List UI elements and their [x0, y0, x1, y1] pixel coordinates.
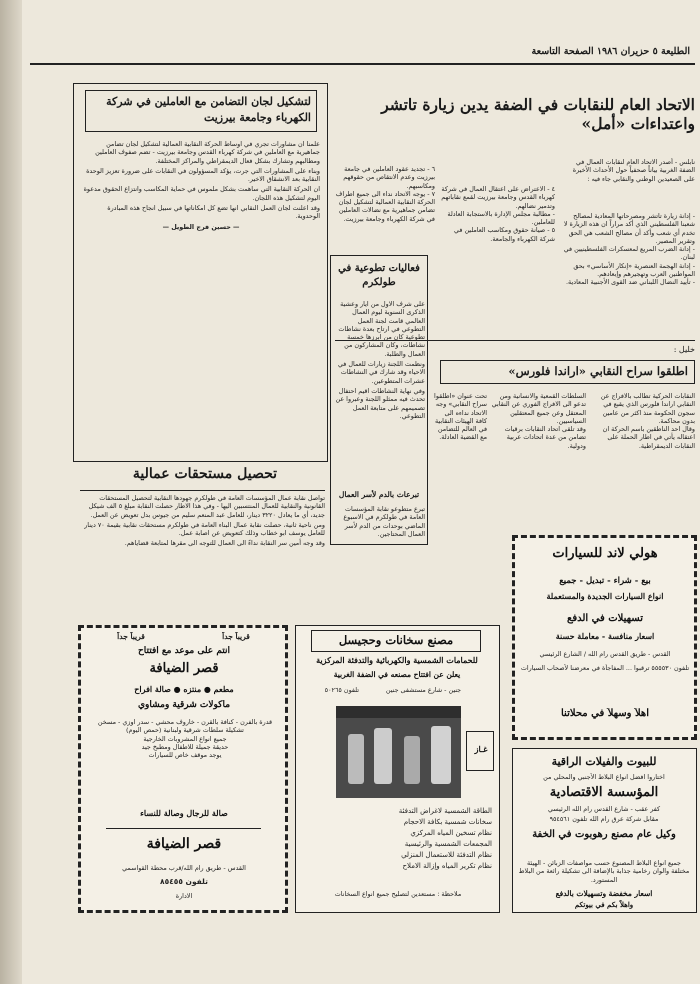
main-headline: الاتحاد العام للنقابات في الضفة يدين زيارة تاتشر واعتداءات «أمل» [381, 95, 695, 133]
arranda-col2-p1: السلطات القمعية والانسانية ومن تدعو الى الافراج الفوري عن النقابي المعتقل وعن جميع المعتقلين السياسيين. [491, 392, 586, 425]
ad-holyland [512, 535, 697, 740]
tiles-footer2: واهلاً بكم في بيوتكم [574, 900, 634, 909]
restaurant-top2: قريباً جداً [117, 632, 145, 641]
heaters-product: نظام التدفئة للاستعمال المنزلي [401, 851, 492, 859]
collections-body [80, 494, 325, 612]
solidarity-p1: علمنا ان مشاورات تجري في اوساط الحركة النقابية العمالية لتشكيل لجان تضامن جماهيرية مع العاملين في شركة كهرباء القدس وجامعة بيرزيت - تضم صفوف العاملين ومطالبهم وتشارك بشكل فعال الديمقراطي والمراكز المختلفة. [95, 140, 320, 165]
arranda-col1 [590, 392, 695, 532]
volunteer-body [335, 300, 425, 485]
main-col3-p2: ٧ - يوجه الاتحاد نداء الى جميع اطراف الحركة النقابية العمالية لتشكيل لجان تضامن جماهيرية مع نضالات العاملين في شركة الكهرباء وجامعة بيرزيت. [335, 189, 435, 223]
volunteer-subtext: تبرع متطوعو نقابة المؤسسات العامة في طولكرم في الاسبوع الماضي بوحدات من الدم لأسر العمال المحتاجين. [343, 505, 425, 538]
holyland-address: القدس - طريق القدس رام الله / الشارع الرئيسي [539, 650, 671, 658]
volunteer-p2: ونظمت اللجنة زيارات للعمال في الاحياء وقد شارك في النشاطات عشرات المتطوعين. [337, 360, 425, 385]
holyland-welcome: اهلاً وسهلاً في محلاتنا [561, 708, 649, 719]
restaurant-detail: حديقة جميلة للاطفال ومطبخ جيد [141, 742, 229, 751]
restaurant-date-line: انتم على موعد مع افتتاح [137, 646, 231, 656]
heaters-title: مصنع سخانات وحجيسل [311, 630, 481, 652]
restaurant-name: قصر الضيافة [149, 661, 219, 676]
collections-headline: تحصيل مستحقات عمالية [132, 466, 278, 482]
masthead-rule [30, 63, 695, 65]
solidarity-body [82, 140, 320, 455]
ad-restaurant [78, 625, 288, 913]
tiles-phone: مقابل شركة عرق رام الله تلفون ٩٥٤٥٦١ [549, 815, 659, 823]
main-col1-p3: - إدانة الهجمة العنصرية «إنكار الأساسي» بحق المواطنين العرب وتهجيرهم وإبعادهم. [573, 261, 695, 279]
arranda-col3 [432, 392, 487, 532]
solidarity-p2: وبناء على المشاورات التي جرت، يؤكد المسؤولون في النقابات على ضرورة تعزيز الوحدة النقابية بعد الانشقاق الاخير. [86, 166, 320, 184]
main-col2-p1: ٤ - الاعتراض على اعتقال العمال في شركة كهرباء القدس وجامعة بيرزيت لقمع نقاباتهم وتدمير نضالهم. [441, 185, 555, 210]
main-intro: نابلس - أصدر الاتحاد العام لنقابات العمال في الضفة الغربية بياناً صحفياً حول الأحداث الأخيرة على الصعيدين الوطني والنقابي جاء فيه : [572, 158, 695, 183]
heaters-product: الطاقة الشمسية لاغراض التدفئة [398, 807, 492, 815]
heaters-products [304, 806, 492, 886]
restaurant-address: القدس - طريق رام الله/قرب محطة القواسمي [122, 864, 246, 872]
arranda-col2-p2: وقد تلقى اتحاد النقابات برقيات تضامن من عدة اتحادات عربية ودولية. [504, 425, 586, 450]
holyland-line3: تسهيلات في الدفع [567, 613, 643, 624]
masthead-line: الطليعة ٥ حزيران ١٩٨٦ الصفحة التاسعة [531, 46, 690, 57]
restaurant-top1: قريباً جداً [222, 632, 250, 641]
tiles-title: للبيوت والفيلات الراقية [551, 755, 657, 768]
main-col1-p2: - إدانة الضرب المريع لمعسكرات الفلسطينيين في لبنان. [563, 245, 695, 262]
heaters-address: جنين - شارع مستشفى جنين [385, 686, 462, 694]
restaurant-details [89, 718, 281, 804]
restaurant-food: ماكولات شرقية ومشاوي [137, 700, 231, 710]
volunteer-p1: على شرف الاول من ايار وعشية الذكرى السنوية ليوم العمال العالمي قامت لجنة العمل التطوعي في ارتاح بعدة نشاطات تطوعية كان من ابرزها خمسة نشاطات، وكان المشاركون من العمال والطلبة. [338, 300, 425, 358]
restaurant-phone: تلفون ٨٥٤٥٥ [160, 878, 208, 886]
tiles-details: جميع انواع البلاط المصنوع حسب مواصفات الزبائن - الهيئة مختلفة والوان رخامية جذابة بالإضافة الى تشكيلة رائعة من البلاط المستورد. [518, 859, 690, 884]
holyland-extra: تلفون ٥٥٥٥٣٠ ترقبوا ... المفاجأة في معرضنا لأصحاب السيارات [520, 664, 690, 672]
heaters-line: يعلن عن افتتاح مصنعه في الضفة الغربية [333, 670, 461, 679]
heaters-product: نظام تسخين المياه المركزي [410, 829, 492, 837]
tiles-address: كفر عقب - شارع القدس رام الله الرئيسي [547, 805, 661, 813]
main-col2 [440, 185, 555, 345]
tiles-footer: اسعار مخفضة وتسهيلات بالدفع [555, 889, 653, 898]
volunteer-p3: وفي نهاية النشاطات اقيم احتفال تحدث فيه ممثلو اللجنة وعبروا عن تصميمهم على متابعة العمل التطوعي. [335, 386, 425, 420]
collections-rule [80, 490, 325, 491]
main-col1-p1: - إدانة زيارة تاتشر ومصرحاتها المعادية لمصالح شعبنا الفلسطيني الذي أكد مراراً ان هذه الزيارة لا تخدم أي شعب وأكد أن مصالح الشعب هي الحق وتقرير المصير. [563, 212, 695, 245]
tiles-agent: وكيل عام مصنع رهوبوت في الخفة [532, 829, 676, 840]
tiles-company: المؤسسة الاقتصادية [549, 785, 659, 800]
collections-p3: وقد وجه أمين سر النقابة نداءً الى العمال للتوجه الى مقرها لمتابعة قضاياهم. [124, 539, 325, 548]
page-spine [0, 0, 22, 984]
main-col2-p2: - مطالبة مجلس الإدارة بالاستجابة العادلة للعاملين. [447, 209, 555, 227]
main-col2-p3: ٥ - صيانة حقوق ومكاسب العاملين في شركة الكهرباء والجامعة. [454, 226, 555, 243]
heaters-note: ملاحظة : مستعدين لتصليح جميع انواع السخانات [334, 890, 462, 898]
heaters-product: سخانات شمسية بكافة الاحجام [403, 818, 492, 826]
heaters-sub: للحمامات الشمسية والكهربائية والتدفئة المركزية [316, 655, 478, 665]
volunteer-headline: فعاليات تطوعية في طولكرم [338, 263, 420, 288]
heaters-side-text: غـاز [474, 744, 488, 754]
main-col1 [560, 212, 695, 302]
arranda-headline: اطلقوا سراح النقابي «اراندا فلورس» [440, 360, 695, 384]
holyland-line2: انواع السيارات الجديدة والمستعملة [546, 591, 664, 601]
heaters-phone: تلفون ٥٠٢٦٥ [324, 686, 359, 694]
holyland-line4: اسعار منافسة - معاملة حسنة [555, 631, 655, 641]
collections-p1: تواصل نقابة عمال المؤسسات العامة في طولكرم جهودها النقابية لتحصيل المستحقات القانونية والنقابية للعمال المنتسبين اليها - وفي هذا الاطار حصلت النقابة مبلغ ٥ الف شيكل جديد، أي ما يعادل ٣٢٢٠ دينار، للعامل عبد المنعم سليم من جيوس بدل تعويض عن العمل. [88, 494, 325, 519]
restaurant-detail: قدرة بالفرن - كنافة بالقرن - خاروف محشي - سدر اوزي - مسخن [97, 718, 273, 726]
collections-p2: ومن ناحية ثانية، حصلت نقابة عمال البناء العامة في طولكرم مستحقات نقابية بقيمة ٧٠ دينار للعامل يوسف ابو خطاب وذلك كتعويض عن اصابة عمل. [84, 520, 325, 538]
holyland-line1: بيع - شراء - تبديل - جميع [559, 576, 651, 586]
restaurant-services: مطعم ● منتزه ● صالة افراح [134, 684, 234, 694]
main-col3-p1: ٦ - تجديد عقود العاملين في جامعة بيرزيت وعدم الانتقاص من حقوقهم ومكاسبهم. [343, 165, 435, 190]
heaters-product: نظام تكرير المياه وإزالة الاملاح [402, 862, 492, 870]
restaurant-detail: يوجد موقف خاص للسيارات [148, 751, 222, 760]
holyland-title: هولي لاند للسيارات [552, 546, 658, 561]
heaters-side-label [466, 731, 494, 771]
arranda-kicker: خليل : [673, 345, 695, 354]
arranda-col2 [490, 392, 586, 532]
ad-heaters [295, 625, 500, 913]
volunteer-subhead: تبرعات بالدم لأسر العمال [338, 490, 420, 499]
restaurant-detail: تشكيلة سلطات شرقية ولبنانية (حمص اليوم) [126, 726, 244, 735]
heaters-photo [336, 706, 461, 798]
solidarity-headline: لتشكيل لجان التضامن مع العاملين في شركة الكهرباء وجامعة بيرزيت [85, 90, 317, 132]
restaurant-hall: صالة للرجال وصالة للنساء [140, 808, 228, 818]
ad-tiles [512, 748, 697, 913]
arranda-col1-p1: النقابات الحركية تطالب بالافراج عن النقابي اراندا فلورس الذي يقبع في سجون الحكومة منذ اكثر من عامين بدون محاكمة. [600, 392, 695, 425]
restaurant-detail: جميع انواع المشروبات الخارجية [143, 734, 227, 743]
arranda-col1-p2: وقال احد الناطقين باسم الحركة ان اعتقاله يأتي في اطار الحملة على النقابات الديمقراطية. [602, 425, 695, 450]
arranda-col3-p1: تحت عنوان «اطلقوا سراح النقابي» وجه الاتحاد نداءه الى كافة الهيئات النقابية في العالم للتضامن مع القضية العادلة. [434, 392, 487, 442]
main-col1-p4: - تأييد النضال اللبناني ضد القوى الأجنبية المعادية. [566, 278, 695, 287]
restaurant-rule [106, 828, 261, 829]
restaurant-mgmt: الادارة [175, 892, 193, 900]
restaurant-name2: قصر الضيافة [146, 836, 222, 852]
solidarity-p4: وقد اعلنت لجان العمل النقابي انها تضع كل امكاناتها في سبيل انجاح هذه المبادرة الوحدوية. [107, 204, 320, 221]
tiles-sub: اختاروا افضل انواع البلاط الأجنبي والمحلي من [543, 773, 665, 781]
heaters-product: المجمعات الشمسية والرئيسية [404, 840, 492, 848]
main-col3 [335, 165, 435, 255]
solidarity-p3: ان الحركة النقابية التي ساهمت بشكل ملموس في حماية المكاسب وانتزاع الحقوق مدعوة اليوم لتشكيل هذه اللجان. [83, 185, 320, 202]
solidarity-signature: — حسين فرج الطويل — [162, 222, 240, 231]
